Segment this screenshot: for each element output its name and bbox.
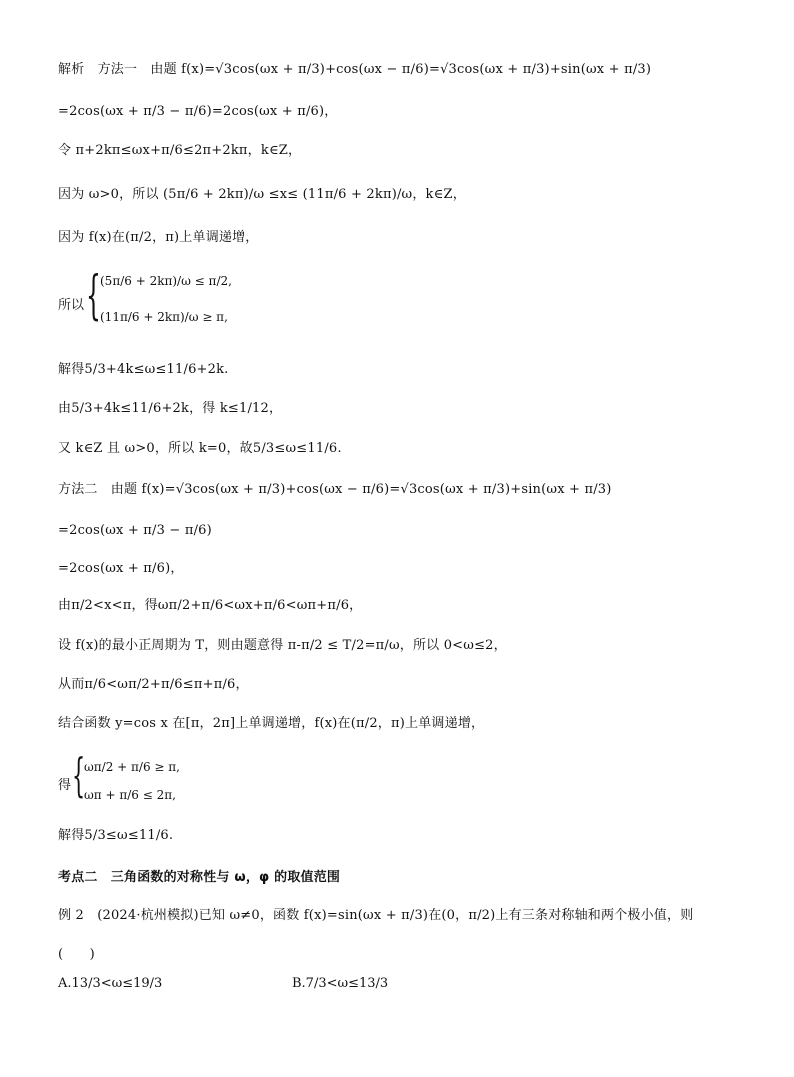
system-one-prefix: 所以 — [58, 298, 85, 313]
solution-method-two-line: 方法二 由题 f(x)=√3cos(ωx + π/3)+cos(ωx − π/6)=√3cos(ωx + π/3)+sin(ωx + π/3) — [58, 482, 612, 497]
system-two — [58, 748, 458, 812]
inequality-line: 令 π+2kπ≤ωx+π/6≤2π+2kπ，k∈Z， — [58, 143, 302, 158]
answer-blank: ( ) — [58, 947, 95, 962]
solution-method-one-line: 解析 方法一 由题 f(x)=√3cos(ωx + π/3)+cos(ωx − π/6)=√3cos(ωx + π/3)+sin(ωx + π/3) — [58, 62, 652, 77]
monotonic-condition-line: 因为 f(x)在(π/2，π)上单调递增， — [58, 230, 259, 245]
final-result-line: 解得5/3≤ω≤11/6. — [58, 828, 174, 843]
left-brace-icon: { — [72, 748, 86, 802]
range-line: 由π/2<x<π，得ωπ/2+π/6<ωx+π/6<ωπ+π/6， — [58, 598, 363, 613]
system-one-row-1: (5π/6 + 2kπ)/ω ≤ π/2, — [100, 274, 232, 288]
thus-line: 从而π/6<ωπ/2+π/6≤π+π/6， — [58, 677, 249, 692]
solve-line: 解得5/3+4k≤ω≤11/6+2k. — [58, 362, 229, 377]
k-bound-line: 由5/3+4k≤11/6+2k，得 k≤1/12， — [58, 401, 283, 416]
system-two-row-2: ωπ + π/6 ≤ 2π, — [84, 788, 176, 802]
method-two-simplify-2: =2cos(ωx + π/6)， — [58, 561, 184, 576]
system-two-prefix: 得 — [58, 778, 72, 793]
method-two-simplify-1: =2cos(ωx + π/3 − π/6) — [58, 523, 212, 538]
system-one-row-2: (11π/6 + 2kπ)/ω ≥ π, — [100, 310, 228, 324]
interval-line: 因为 ω>0，所以 (5π/6 + 2kπ)/ω ≤x≤ (11π/6 + 2kπ)/ω，k∈Z， — [58, 187, 466, 202]
choice-a: A.13/3<ω≤19/3 — [58, 976, 163, 991]
section-heading: 考点二 三角函数的对称性与 ω，φ 的取值范围 — [58, 870, 341, 885]
system-two-row-1: ωπ/2 + π/6 ≥ π, — [84, 760, 180, 774]
simplification-line: =2cos(ωx + π/3 − π/6)=2cos(ωx + π/6)， — [58, 104, 338, 119]
choice-b: B.7/3<ω≤13/3 — [292, 976, 389, 991]
period-line: 设 f(x)的最小正周期为 T，则由题意得 π-π/2 ≤ T/2=π/ω，所以 0<ω≤2， — [58, 638, 507, 653]
conclusion-line: 又 k∈Z 且 ω>0，所以 k=0，故5/3≤ω≤11/6. — [58, 441, 342, 456]
combine-line: 结合函数 y=cos x 在[π，2π]上单调递增，f(x)在(π/2，π)上单调递增， — [58, 716, 485, 731]
example-question-line: 例 2 (2024·杭州模拟)已知 ω≠0，函数 f(x)=sin(ωx + π/3)在(0，π/2)上有三条对称轴和两个极小值，则 — [58, 908, 694, 923]
system-one — [58, 264, 458, 336]
left-brace-icon: { — [86, 266, 101, 326]
